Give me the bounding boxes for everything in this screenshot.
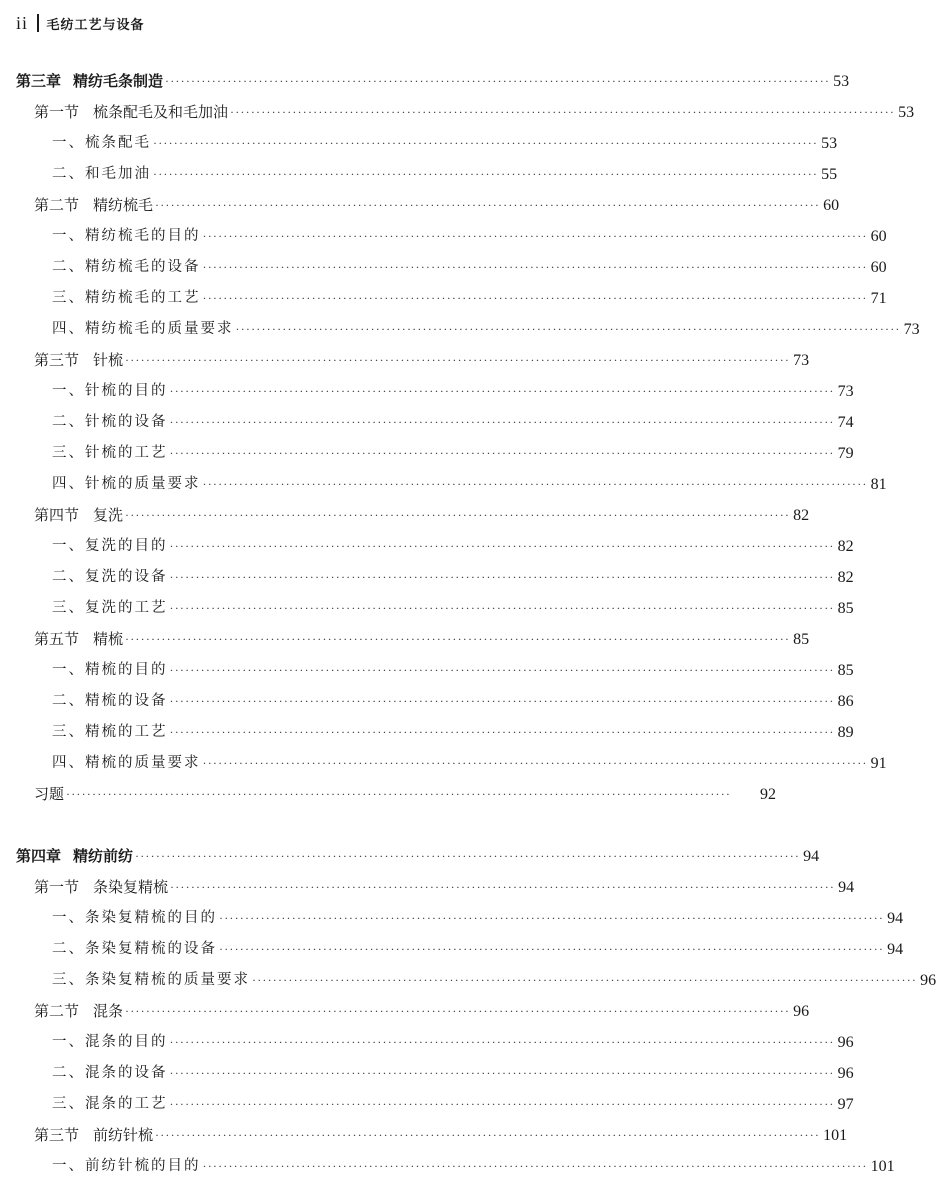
toc-entry-item[interactable] xyxy=(52,593,854,624)
toc-entry-label: 四、精纺梳毛的质量要求 xyxy=(52,321,234,337)
toc-entry-item[interactable] xyxy=(52,252,887,283)
toc-entry-item[interactable] xyxy=(52,1058,854,1089)
page-ref: 73 xyxy=(837,383,854,400)
dot-leader: ································································································································ xyxy=(169,1097,835,1111)
toc-entry-item[interactable] xyxy=(52,562,854,593)
toc-entry-item[interactable] xyxy=(52,469,887,500)
toc-entry-section[interactable] xyxy=(34,190,840,221)
page-ref: 96 xyxy=(920,972,936,989)
page-ref: 82 xyxy=(837,569,854,586)
toc-entry-item[interactable] xyxy=(52,1089,854,1120)
section-number: 第三节 xyxy=(34,351,80,369)
toc-entry-section[interactable] xyxy=(34,500,810,531)
toc-entry-label xyxy=(34,97,228,128)
section-number: 第五节 xyxy=(34,630,80,648)
section-title: 条染复精梳 xyxy=(93,878,169,896)
toc-entry-label: 二、精梳的设备 xyxy=(52,693,168,709)
toc-entry-label: 一、精纺梳毛的目的 xyxy=(52,228,201,244)
page-ref: 101 xyxy=(823,1127,848,1144)
dot-leader: ································································································································ xyxy=(169,1066,835,1080)
toc-entry-item[interactable] xyxy=(52,159,838,190)
dot-leader: ································································································································ xyxy=(135,849,801,863)
dot-leader: ································································································································ xyxy=(169,570,835,584)
chapter-number: 第四章 xyxy=(16,847,62,865)
toc-entry-label: 三、精梳的工艺 xyxy=(52,724,168,740)
toc-entry-chapter[interactable] xyxy=(16,841,820,872)
page-ref: 94 xyxy=(887,941,904,958)
dot-leader: ································································································································ xyxy=(169,415,835,429)
page-ref: 92 xyxy=(760,786,776,803)
toc-entry-label: 二、和毛加油 xyxy=(52,166,151,182)
dot-leader: ································································································································ xyxy=(169,663,835,677)
page-ref: 60 xyxy=(870,259,887,276)
page-ref: 73 xyxy=(793,352,810,369)
toc-entry-label xyxy=(34,500,123,531)
page-ref: 97 xyxy=(837,1096,854,1113)
page-ref: 85 xyxy=(837,662,854,679)
page-ref: 86 xyxy=(837,693,854,710)
section-number: 第一节 xyxy=(34,878,80,896)
page-ref: 53 xyxy=(821,135,838,152)
page-ref: 60 xyxy=(823,197,840,214)
toc-entry-label: 一、条染复精梳的目的 xyxy=(52,910,217,926)
toc-entry-label: 二、针梳的设备 xyxy=(52,414,168,430)
toc-entry-item[interactable] xyxy=(52,748,887,779)
dot-leader: ································································································································ xyxy=(169,539,835,553)
toc-entry-label xyxy=(34,996,123,1027)
section-number: 第四节 xyxy=(34,506,80,524)
dot-leader: ································································································································ xyxy=(219,911,885,925)
dot-leader: ································································································································ xyxy=(169,446,835,460)
toc-entry-item[interactable] xyxy=(52,1151,895,1182)
toc-entry-label: 一、混条的目的 xyxy=(52,1034,168,1050)
toc-entry-label: 一、梳条配毛 xyxy=(52,135,151,151)
dot-leader: ································································································································ xyxy=(202,756,868,770)
running-header xyxy=(16,10,145,36)
page-ref: 53 xyxy=(833,73,850,90)
dot-leader: ································································································································ xyxy=(169,384,835,398)
page-ref: 96 xyxy=(837,1034,854,1051)
dot-leader: ································································································································ xyxy=(155,198,821,212)
dot-leader: ································································································································ xyxy=(230,105,896,119)
toc-entry-label xyxy=(16,66,163,97)
dot-leader: ································································································································ xyxy=(155,1128,821,1142)
page-ref: 81 xyxy=(870,476,887,493)
dot-leader: ································································································································ xyxy=(153,136,819,150)
dot-leader: ································································································································ xyxy=(202,1159,868,1173)
dot-leader: ································································································································ xyxy=(169,601,835,615)
chapter-title: 精纺毛条制造 xyxy=(73,72,164,90)
dot-leader: ································································································································ xyxy=(125,508,791,522)
section-title: 梳条配毛及和毛加油 xyxy=(93,103,229,121)
dot-leader: ································································································································ xyxy=(169,725,835,739)
toc-entry-item[interactable] xyxy=(52,686,854,717)
toc-entry-label: 习题 xyxy=(34,785,65,803)
page-number: ii xyxy=(16,12,29,33)
toc-entry-section[interactable] xyxy=(34,624,810,655)
section-title: 混条 xyxy=(93,1002,124,1020)
dot-leader: ································································································································ xyxy=(169,1035,835,1049)
page-ref: 94 xyxy=(803,848,820,865)
page-ref: 79 xyxy=(837,445,854,462)
page-ref: 94 xyxy=(838,879,855,896)
dot-leader: ································································································································ xyxy=(125,353,791,367)
dot-leader: ································································································································ xyxy=(153,167,819,181)
section-number: 第一节 xyxy=(34,103,80,121)
page-ref: 85 xyxy=(793,631,810,648)
toc-entry-label: 三、条染复精梳的质量要求 xyxy=(52,972,250,988)
toc-entry-item[interactable] xyxy=(52,438,854,469)
toc-entry-label xyxy=(34,1120,153,1151)
toc-entry-item[interactable] xyxy=(52,128,838,159)
toc-entry-label xyxy=(34,624,123,655)
section-number: 第三节 xyxy=(34,1126,80,1144)
dot-leader: ································································································································ xyxy=(202,477,868,491)
toc-entry-section[interactable] xyxy=(34,872,855,903)
toc-entry-label: 一、复洗的目的 xyxy=(52,538,168,554)
toc-entry-label: 一、精梳的目的 xyxy=(52,662,168,678)
toc-entry-label: 四、精梳的质量要求 xyxy=(52,755,201,771)
page-ref: 71 xyxy=(870,290,887,307)
section-number: 第二节 xyxy=(34,1002,80,1020)
toc-entry-label xyxy=(16,841,133,872)
page-ref: 60 xyxy=(870,228,887,245)
toc-entry-item[interactable] xyxy=(52,314,920,345)
toc-entry-section[interactable] xyxy=(34,1120,848,1151)
toc-entry-item[interactable] xyxy=(52,376,854,407)
toc-entry-label: 一、针梳的目的 xyxy=(52,383,168,399)
toc-entry-label xyxy=(34,345,123,376)
toc-entry-label: 二、精纺梳毛的设备 xyxy=(52,259,201,275)
section-title: 针梳 xyxy=(93,351,124,369)
toc-entry-item[interactable] xyxy=(52,283,887,314)
toc-entry-item[interactable] xyxy=(52,221,887,252)
toc-entry-section[interactable] xyxy=(34,97,915,128)
toc-entry-label: 二、混条的设备 xyxy=(52,1065,168,1081)
page-ref: 73 xyxy=(903,321,920,338)
dot-leader: ································································································································ xyxy=(165,74,831,88)
page-ref: 74 xyxy=(837,414,854,431)
toc-entry-item[interactable] xyxy=(52,1027,854,1058)
dot-leader: ································································································································ xyxy=(202,291,868,305)
page-ref: 89 xyxy=(837,724,854,741)
toc-entry-item[interactable] xyxy=(52,903,904,934)
toc-entry-label: 一、前纺针梳的目的 xyxy=(52,1158,201,1174)
toc-entry-exercise[interactable] xyxy=(34,779,776,810)
page-ref: 55 xyxy=(821,166,838,183)
toc-entry-label: 三、精纺梳毛的工艺 xyxy=(52,290,201,306)
toc-entry-chapter[interactable] xyxy=(16,66,850,97)
page-ref: 91 xyxy=(870,755,887,772)
toc-entry-item[interactable] xyxy=(52,934,904,965)
dot-leader: ································································································································ xyxy=(170,880,836,894)
toc-entry-label: 二、条染复精梳的设备 xyxy=(52,941,217,957)
dot-leader: ································································································································ xyxy=(252,973,918,987)
page-ref: 85 xyxy=(837,600,854,617)
book-title: 毛纺工艺与设备 xyxy=(46,17,145,33)
dot-leader: ································································································································ xyxy=(125,1004,791,1018)
toc-entry-label: 四、针梳的质量要求 xyxy=(52,476,201,492)
page-ref: 94 xyxy=(887,910,904,927)
page-ref: 82 xyxy=(837,538,854,555)
toc-entry-label: 三、复洗的工艺 xyxy=(52,600,168,616)
dot-leader: ································································································································ xyxy=(169,694,835,708)
toc-entry-label xyxy=(34,190,153,221)
chapter-title: 精纺前纺 xyxy=(73,847,134,865)
toc-entry-item[interactable] xyxy=(52,717,854,748)
dot-leader: ································································································································ xyxy=(202,229,868,243)
dot-leader: ································································································································ xyxy=(66,787,732,801)
toc-entry-label: 三、针梳的工艺 xyxy=(52,445,168,461)
toc-entry-item[interactable] xyxy=(52,407,854,438)
dot-leader: ································································································································ xyxy=(125,632,791,646)
section-title: 复洗 xyxy=(93,506,124,524)
toc-entry-item[interactable] xyxy=(52,655,854,686)
page-ref: 96 xyxy=(793,1003,810,1020)
dot-leader: ································································································································ xyxy=(202,260,868,274)
toc-entry-section[interactable] xyxy=(34,345,810,376)
page-ref: 53 xyxy=(898,104,915,121)
page-ref: 82 xyxy=(793,507,810,524)
section-title: 前纺针梳 xyxy=(93,1126,154,1144)
page-ref: 101 xyxy=(870,1158,895,1175)
section-number: 第二节 xyxy=(34,196,80,214)
dot-leader: ································································································································ xyxy=(235,322,901,336)
section-title: 精梳 xyxy=(93,630,124,648)
header-divider xyxy=(37,14,39,32)
toc-entry-item[interactable] xyxy=(52,965,936,996)
toc-entry-label: 三、混条的工艺 xyxy=(52,1096,168,1112)
page-ref: 96 xyxy=(837,1065,854,1082)
chapter-number: 第三章 xyxy=(16,72,62,90)
toc-entry-section[interactable] xyxy=(34,996,810,1027)
toc-entry-item[interactable] xyxy=(52,531,854,562)
dot-leader: ································································································································ xyxy=(219,942,885,956)
toc-entry-label xyxy=(34,872,168,903)
section-title: 精纺梳毛 xyxy=(93,196,154,214)
toc-entry-label: 二、复洗的设备 xyxy=(52,569,168,585)
